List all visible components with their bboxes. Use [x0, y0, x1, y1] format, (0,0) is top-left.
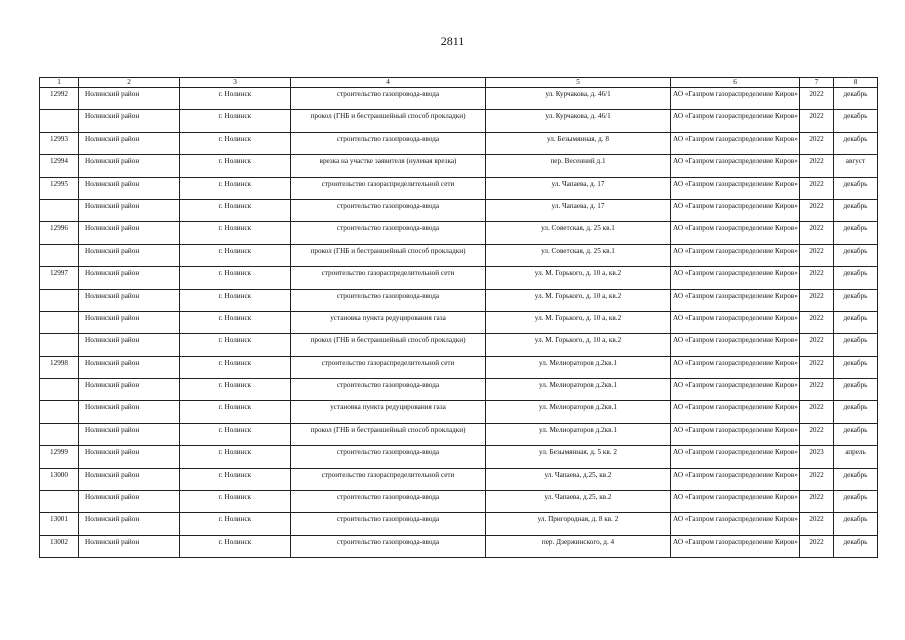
- work-type-cell: строительство газораспределительной сети: [291, 468, 486, 490]
- column-header: 7: [800, 78, 834, 88]
- record-number-cell: 12998: [40, 356, 79, 378]
- address-cell: ул. Мелиораторов д.2кв.1: [486, 423, 671, 445]
- work-type-cell: строительство газопровода-ввода: [291, 289, 486, 311]
- address-cell: ул. М. Горького, д. 10 а, кв.2: [486, 334, 671, 356]
- column-header: 5: [486, 78, 671, 88]
- district-cell: Нолинский район: [79, 401, 180, 423]
- settlement-cell: г. Нолинск: [180, 199, 291, 221]
- month-cell: декабрь: [834, 401, 878, 423]
- month-cell: апрель: [834, 446, 878, 468]
- organization-cell: АО «Газпром газораспределение Киров»: [671, 334, 800, 356]
- address-cell: пер. Дзержинского, д. 4: [486, 535, 671, 557]
- address-cell: ул. Пригородная, д. 8 кв. 2: [486, 513, 671, 535]
- work-type-cell: установка пункта редуцирования газа: [291, 401, 486, 423]
- organization-cell: АО «Газпром газораспределение Киров»: [671, 535, 800, 557]
- address-cell: ул. Мелиораторов д.2кв.1: [486, 356, 671, 378]
- settlement-cell: г. Нолинск: [180, 423, 291, 445]
- record-number-cell: [40, 491, 79, 513]
- organization-cell: АО «Газпром газораспределение Киров»: [671, 110, 800, 132]
- settlement-cell: г. Нолинск: [180, 110, 291, 132]
- year-cell: 2022: [800, 110, 834, 132]
- address-cell: ул. Безымянная, д. 8: [486, 132, 671, 154]
- address-cell: ул. Чапаева, д.25, кв.2: [486, 491, 671, 513]
- table-row: [40, 334, 878, 356]
- year-cell: 2022: [800, 423, 834, 445]
- district-cell: Нолинский район: [79, 222, 180, 244]
- organization-cell: АО «Газпром газораспределение Киров»: [671, 446, 800, 468]
- table-row: [40, 423, 878, 445]
- record-number-cell: 12992: [40, 88, 79, 110]
- settlement-cell: г. Нолинск: [180, 356, 291, 378]
- column-header: 3: [180, 78, 291, 88]
- column-header: 6: [671, 78, 800, 88]
- settlement-cell: г. Нолинск: [180, 379, 291, 401]
- month-cell: август: [834, 155, 878, 177]
- organization-cell: АО «Газпром газораспределение Киров»: [671, 468, 800, 490]
- settlement-cell: г. Нолинск: [180, 491, 291, 513]
- address-cell: ул. Курчакова, д. 46/1: [486, 110, 671, 132]
- work-type-cell: строительство газораспределительной сети: [291, 267, 486, 289]
- district-cell: Нолинский район: [79, 513, 180, 535]
- table-row: [40, 155, 878, 177]
- column-header: 2: [79, 78, 180, 88]
- year-cell: 2022: [800, 199, 834, 221]
- year-cell: 2022: [800, 491, 834, 513]
- year-cell: 2022: [800, 155, 834, 177]
- month-cell: декабрь: [834, 423, 878, 445]
- table-row: [40, 446, 878, 468]
- settlement-cell: г. Нолинск: [180, 289, 291, 311]
- table-row: [40, 311, 878, 333]
- table-row: [40, 110, 878, 132]
- settlement-cell: г. Нолинск: [180, 446, 291, 468]
- organization-cell: АО «Газпром газораспределение Киров»: [671, 199, 800, 221]
- year-cell: 2022: [800, 88, 834, 110]
- month-cell: декабрь: [834, 513, 878, 535]
- table-row: [40, 468, 878, 490]
- district-cell: Нолинский район: [79, 334, 180, 356]
- settlement-cell: г. Нолинск: [180, 513, 291, 535]
- work-type-cell: строительство газопровода-ввода: [291, 535, 486, 557]
- district-cell: Нолинский район: [79, 535, 180, 557]
- organization-cell: АО «Газпром газораспределение Киров»: [671, 356, 800, 378]
- organization-cell: АО «Газпром газораспределение Киров»: [671, 244, 800, 266]
- work-type-cell: строительство газопровода-ввода: [291, 222, 486, 244]
- year-cell: 2022: [800, 356, 834, 378]
- work-type-cell: прокол (ГНБ и бестраншейный способ прокладки): [291, 334, 486, 356]
- work-type-cell: строительство газопровода-ввода: [291, 199, 486, 221]
- address-cell: ул. Чапаева, д. 17: [486, 199, 671, 221]
- column-header: 4: [291, 78, 486, 88]
- month-cell: декабрь: [834, 356, 878, 378]
- work-type-cell: строительство газопровода-ввода: [291, 88, 486, 110]
- table-row: [40, 177, 878, 199]
- table-row: [40, 513, 878, 535]
- page-number: 2811: [440, 34, 465, 48]
- settlement-cell: г. Нолинск: [180, 222, 291, 244]
- organization-cell: АО «Газпром газораспределение Киров»: [671, 401, 800, 423]
- district-cell: Нолинский район: [79, 311, 180, 333]
- column-number-row: [40, 78, 878, 88]
- year-cell: 2022: [800, 132, 834, 154]
- table-row: [40, 401, 878, 423]
- organization-cell: АО «Газпром газораспределение Киров»: [671, 132, 800, 154]
- district-cell: Нолинский район: [79, 110, 180, 132]
- record-number-cell: 12996: [40, 222, 79, 244]
- month-cell: декабрь: [834, 468, 878, 490]
- settlement-cell: г. Нолинск: [180, 468, 291, 490]
- month-cell: декабрь: [834, 267, 878, 289]
- table-row: [40, 379, 878, 401]
- record-number-cell: 12997: [40, 267, 79, 289]
- district-cell: Нолинский район: [79, 423, 180, 445]
- column-header: 8: [834, 78, 878, 88]
- record-number-cell: 12994: [40, 155, 79, 177]
- month-cell: декабрь: [834, 535, 878, 557]
- month-cell: декабрь: [834, 491, 878, 513]
- address-cell: ул. Курчакова, д. 46/1: [486, 88, 671, 110]
- organization-cell: АО «Газпром газораспределение Киров»: [671, 379, 800, 401]
- record-number-cell: [40, 110, 79, 132]
- organization-cell: АО «Газпром газораспределение Киров»: [671, 513, 800, 535]
- organization-cell: АО «Газпром газораспределение Киров»: [671, 311, 800, 333]
- organization-cell: АО «Газпром газораспределение Киров»: [671, 289, 800, 311]
- year-cell: 2022: [800, 267, 834, 289]
- record-number-cell: 12995: [40, 177, 79, 199]
- table-row: [40, 88, 878, 110]
- month-cell: декабрь: [834, 222, 878, 244]
- settlement-cell: г. Нолинск: [180, 334, 291, 356]
- settlement-cell: г. Нолинск: [180, 244, 291, 266]
- organization-cell: АО «Газпром газораспределение Киров»: [671, 222, 800, 244]
- month-cell: декабрь: [834, 110, 878, 132]
- address-cell: ул. М. Горького, д. 10 а, кв.2: [486, 267, 671, 289]
- table-row: [40, 491, 878, 513]
- table-row: [40, 199, 878, 221]
- work-type-cell: строительство газопровода-ввода: [291, 132, 486, 154]
- record-number-cell: 13001: [40, 513, 79, 535]
- organization-cell: АО «Газпром газораспределение Киров»: [671, 423, 800, 445]
- month-cell: декабрь: [834, 289, 878, 311]
- work-type-cell: строительство газопровода-ввода: [291, 491, 486, 513]
- year-cell: 2023: [800, 446, 834, 468]
- month-cell: декабрь: [834, 379, 878, 401]
- settlement-cell: г. Нолинск: [180, 132, 291, 154]
- address-cell: ул. Советская, д. 25 кв.1: [486, 222, 671, 244]
- district-cell: Нолинский район: [79, 491, 180, 513]
- work-type-cell: строительство газопровода-ввода: [291, 379, 486, 401]
- year-cell: 2022: [800, 535, 834, 557]
- settlement-cell: г. Нолинск: [180, 311, 291, 333]
- table-row: [40, 289, 878, 311]
- table-row: [40, 535, 878, 557]
- year-cell: 2022: [800, 311, 834, 333]
- district-cell: Нолинский район: [79, 356, 180, 378]
- work-type-cell: строительство газопровода-ввода: [291, 446, 486, 468]
- record-number-cell: 12999: [40, 446, 79, 468]
- year-cell: 2022: [800, 513, 834, 535]
- work-type-cell: врезка на участке заявителя (нулевая врезка): [291, 155, 486, 177]
- address-cell: ул. Мелиораторов д.2кв.1: [486, 379, 671, 401]
- work-type-cell: строительство газораспределительной сети: [291, 356, 486, 378]
- month-cell: декабрь: [834, 334, 878, 356]
- record-number-cell: [40, 423, 79, 445]
- district-cell: Нолинский район: [79, 468, 180, 490]
- address-cell: ул. Чапаева, д. 17: [486, 177, 671, 199]
- month-cell: декабрь: [834, 177, 878, 199]
- district-cell: Нолинский район: [79, 88, 180, 110]
- work-type-cell: строительство газопровода-ввода: [291, 513, 486, 535]
- record-number-cell: [40, 244, 79, 266]
- month-cell: декабрь: [834, 311, 878, 333]
- district-cell: Нолинский район: [79, 289, 180, 311]
- registry-table: [39, 77, 878, 558]
- work-type-cell: прокол (ГНБ и бестраншейный способ прокладки): [291, 110, 486, 132]
- year-cell: 2022: [800, 289, 834, 311]
- organization-cell: АО «Газпром газораспределение Киров»: [671, 88, 800, 110]
- organization-cell: АО «Газпром газораспределение Киров»: [671, 177, 800, 199]
- organization-cell: АО «Газпром газораспределение Киров»: [671, 267, 800, 289]
- district-cell: Нолинский район: [79, 132, 180, 154]
- address-cell: ул. М. Горького, д. 10 а, кв.2: [486, 311, 671, 333]
- settlement-cell: г. Нолинск: [180, 267, 291, 289]
- district-cell: Нолинский район: [79, 267, 180, 289]
- settlement-cell: г. Нолинск: [180, 88, 291, 110]
- year-cell: 2022: [800, 177, 834, 199]
- year-cell: 2022: [800, 379, 834, 401]
- district-cell: Нолинский район: [79, 199, 180, 221]
- settlement-cell: г. Нолинск: [180, 535, 291, 557]
- table-row: [40, 132, 878, 154]
- month-cell: декабрь: [834, 88, 878, 110]
- district-cell: Нолинский район: [79, 177, 180, 199]
- record-number-cell: 13002: [40, 535, 79, 557]
- organization-cell: АО «Газпром газораспределение Киров»: [671, 155, 800, 177]
- work-type-cell: прокол (ГНБ и бестраншейный способ прокладки): [291, 244, 486, 266]
- year-cell: 2022: [800, 334, 834, 356]
- month-cell: декабрь: [834, 199, 878, 221]
- year-cell: 2022: [800, 222, 834, 244]
- record-number-cell: [40, 334, 79, 356]
- address-cell: ул. Безымянная, д. 5 кв. 2: [486, 446, 671, 468]
- district-cell: Нолинский район: [79, 244, 180, 266]
- month-cell: декабрь: [834, 244, 878, 266]
- address-cell: ул. М. Горького, д. 10 а, кв.2: [486, 289, 671, 311]
- record-number-cell: [40, 199, 79, 221]
- record-number-cell: [40, 289, 79, 311]
- work-type-cell: установка пункта редуцирования газа: [291, 311, 486, 333]
- year-cell: 2022: [800, 244, 834, 266]
- record-number-cell: 13000: [40, 468, 79, 490]
- organization-cell: АО «Газпром газораспределение Киров»: [671, 491, 800, 513]
- record-number-cell: [40, 401, 79, 423]
- settlement-cell: г. Нолинск: [180, 155, 291, 177]
- district-cell: Нолинский район: [79, 446, 180, 468]
- year-cell: 2022: [800, 468, 834, 490]
- table-row: [40, 267, 878, 289]
- table-row: [40, 244, 878, 266]
- record-number-cell: [40, 379, 79, 401]
- record-number-cell: [40, 311, 79, 333]
- table-row: [40, 222, 878, 244]
- settlement-cell: г. Нолинск: [180, 401, 291, 423]
- settlement-cell: г. Нолинск: [180, 177, 291, 199]
- address-cell: пер. Весенний д.1: [486, 155, 671, 177]
- record-number-cell: 12993: [40, 132, 79, 154]
- month-cell: декабрь: [834, 132, 878, 154]
- address-cell: ул. Мелиораторов д.2кв.1: [486, 401, 671, 423]
- district-cell: Нолинский район: [79, 155, 180, 177]
- address-cell: ул. Чапаева, д.25, кв.2: [486, 468, 671, 490]
- table-row: [40, 356, 878, 378]
- work-type-cell: прокол (ГНБ и бестраншейный способ прокладки): [291, 423, 486, 445]
- work-type-cell: строительство газораспределительной сети: [291, 177, 486, 199]
- column-header: 1: [40, 78, 79, 88]
- district-cell: Нолинский район: [79, 379, 180, 401]
- address-cell: ул. Советская, д. 25 кв.1: [486, 244, 671, 266]
- year-cell: 2022: [800, 401, 834, 423]
